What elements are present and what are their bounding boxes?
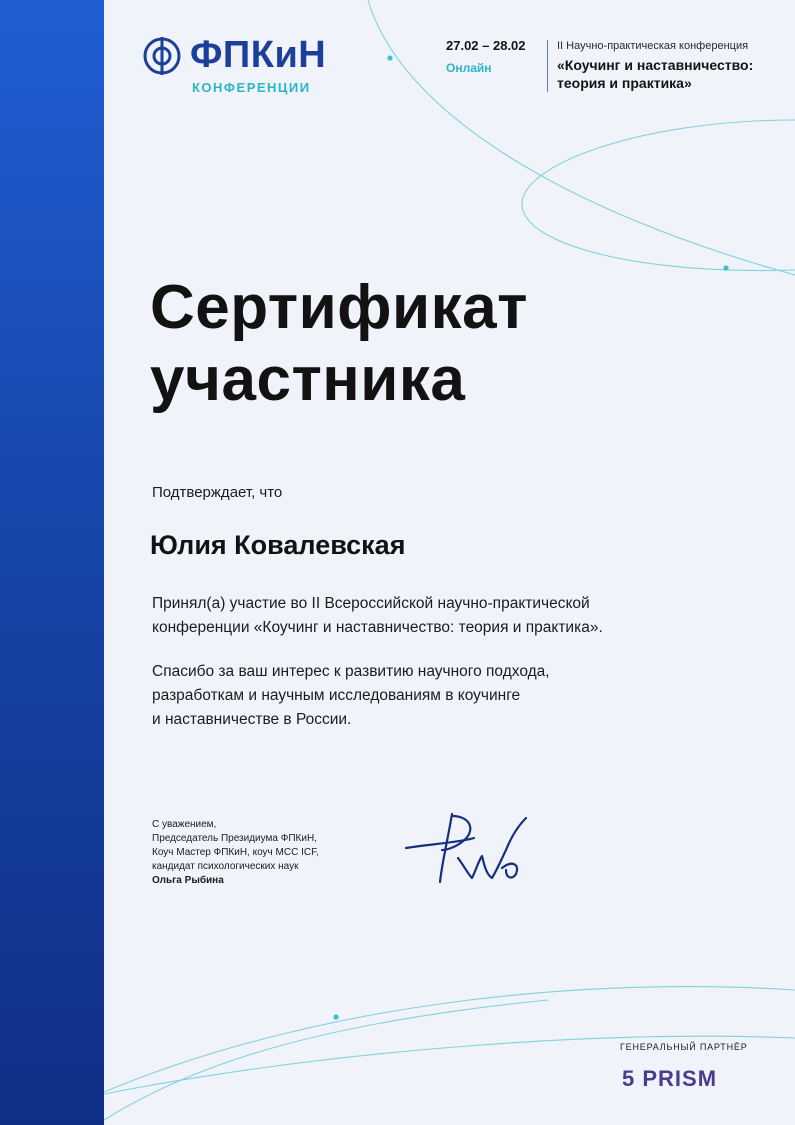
event-title-line2: теория и практика» — [557, 75, 692, 91]
partner-logo: 5 PRISM — [622, 1066, 718, 1091]
signatory-line: Председатель Президиума ФПКиН, — [152, 833, 317, 844]
confirm-text: Подтверждает, что — [152, 484, 283, 501]
event-title — [557, 56, 787, 92]
event-dates: 27.02 – 28.02 — [446, 38, 526, 53]
recipient-name: Юлия Ковалевская — [150, 530, 406, 560]
partner-label: ГЕНЕРАЛЬНЫЙ ПАРТНЁР — [620, 1042, 748, 1052]
certificate-title-line1: Сертификат — [150, 273, 529, 342]
brand-logo — [140, 34, 340, 98]
paragraph-line: разработкам и научным исследованиям в коучинге — [152, 687, 521, 704]
signatory-line: Коуч Мастер ФПКиН, коуч MCC ICF, — [152, 847, 319, 858]
thanks-paragraph — [152, 660, 752, 732]
event-info — [446, 38, 776, 98]
certificate-title-line2: участника — [150, 345, 466, 414]
signatory-name: Ольга Рыбина — [152, 875, 224, 886]
brand-subtitle: КОНФЕРЕНЦИИ — [192, 80, 311, 95]
participation-paragraph — [152, 592, 752, 640]
brand-emblem-icon — [142, 36, 182, 76]
brand-name: ФПКиН — [190, 34, 327, 76]
handwritten-signature — [402, 808, 542, 888]
certificate-title — [150, 272, 528, 416]
event-title-line1: «Коучинг и наставничество: — [557, 57, 754, 73]
signatory-block — [152, 818, 412, 888]
paragraph-line: и наставничестве в России. — [152, 711, 352, 728]
event-divider — [547, 40, 548, 92]
paragraph-line: Принял(а) участие во II Всероссийской научно-практической — [152, 595, 590, 612]
paragraph-line: конференции «Коучинг и наставничество: теория и практика». — [152, 619, 603, 636]
sidebar-band — [0, 0, 104, 1125]
signatory-line: кандидат психологических наук — [152, 861, 299, 872]
signatory-line: С уважением, — [152, 819, 217, 830]
paragraph-line: Спасибо за ваш интерес к развитию научного подхода, — [152, 663, 550, 680]
event-mode: Онлайн — [446, 61, 492, 75]
event-kind: II Научно-практическая конференция — [557, 40, 749, 52]
